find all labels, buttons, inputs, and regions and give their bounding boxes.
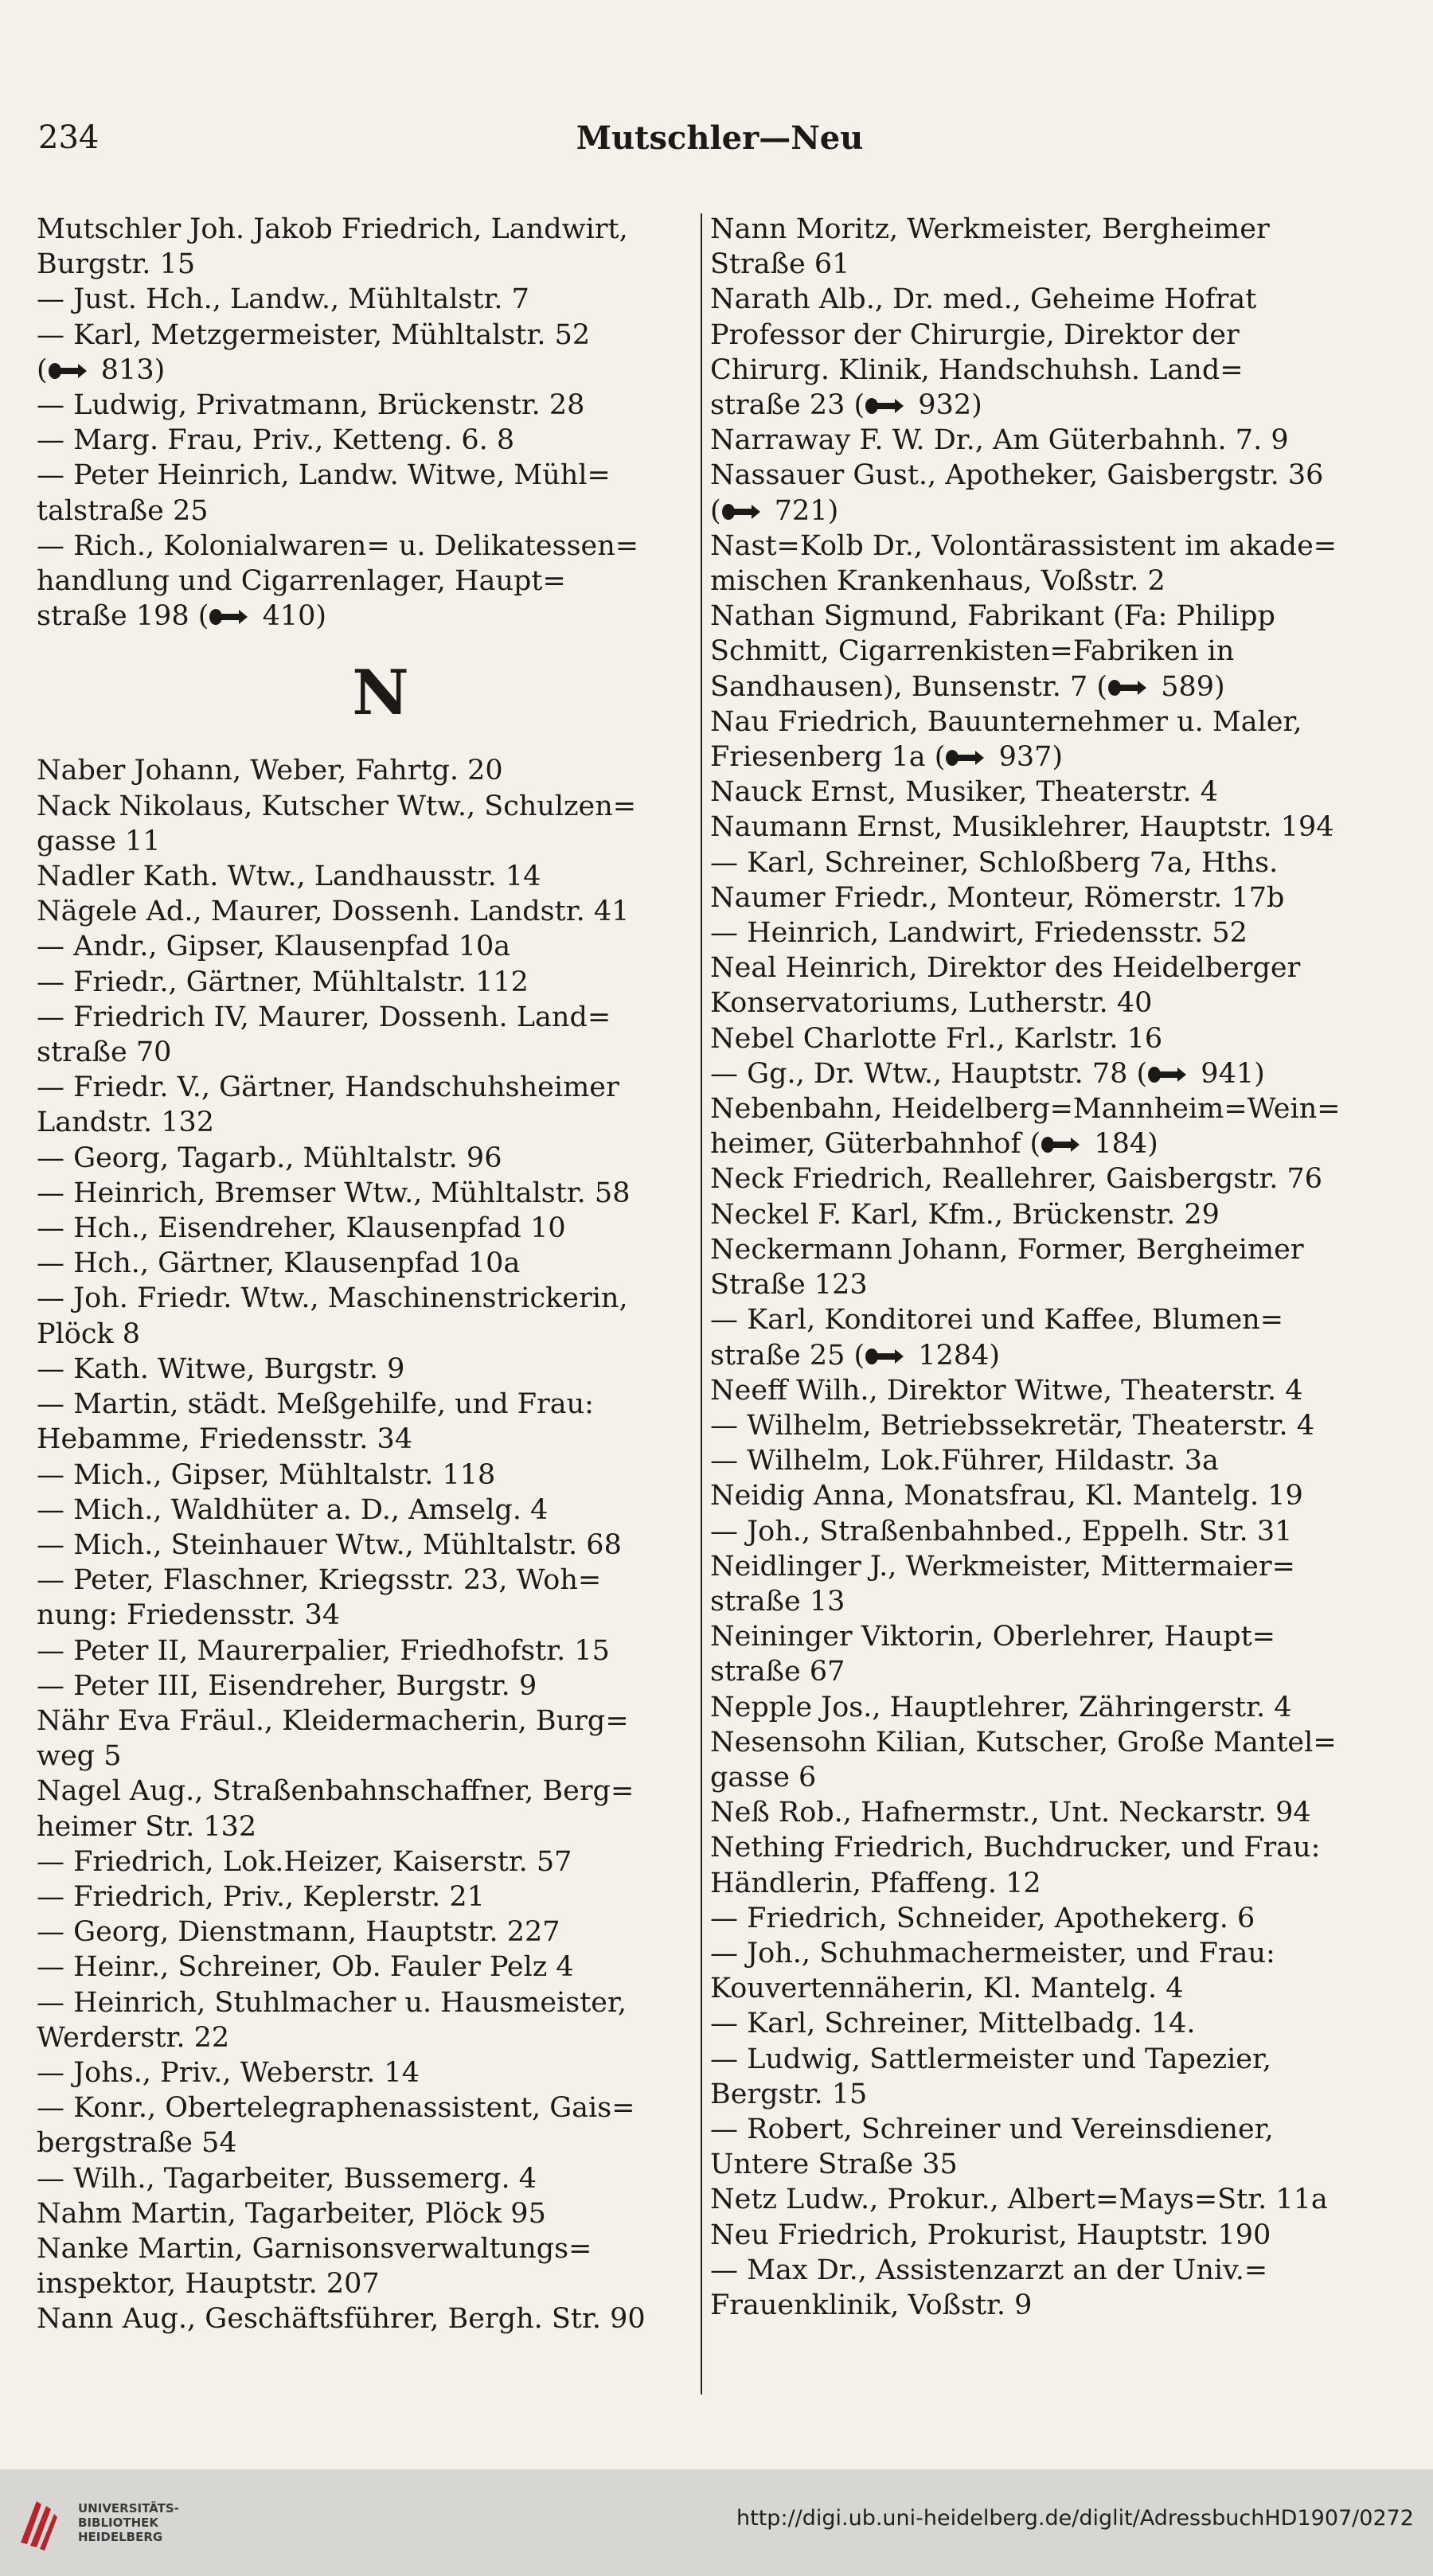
directory-entry (710, 529, 1363, 599)
entry-line: handlung und Cigarrenlager, Haupt= (37, 565, 566, 598)
entry-line: Nadler Kath. Wtw., Landhausstr. 14 (37, 861, 541, 893)
entry-line: — Just. Hch., Landw., Mühltalstr. 7 (37, 283, 529, 316)
directory-entry (37, 529, 693, 634)
entry-line: Neeff Wilh., Direktor Witwe, Theaterstr. 4 (710, 1374, 1303, 1407)
entry-line: Straße 61 (710, 248, 850, 281)
footer-bar (0, 2469, 1433, 2576)
entry-line: — Konr., Obertelegraphenassistent, Gais= (37, 2092, 635, 2125)
directory-entry (710, 1443, 1363, 1478)
entry-line: — Mich., Gipser, Mühltalstr. 118 (37, 1458, 496, 1491)
entry-line: Kouvertennäherin, Kl. Mantelg. 4 (710, 1973, 1184, 2005)
entry-line: — Martin, städt. Meßgehilfe, und Frau: (37, 1388, 594, 1421)
directory-entry (710, 1830, 1363, 1900)
entry-line: Nebenbahn, Heidelberg=Mannheim=Wein= (710, 1093, 1341, 1126)
entry-line: Narraway F. W. Dr., Am Güterbahnh. 7. 9 (710, 424, 1289, 457)
entry-line: Neal Heinrich, Direktor des Heidelberger (710, 952, 1301, 985)
entry-line: — Georg, Dienstmann, Hauptstr. 227 (37, 1916, 560, 1949)
entry-line: Konservatoriums, Lutherstr. 40 (710, 987, 1153, 1020)
directory-entry (710, 1619, 1363, 1689)
entry-line: — Friedr., Gärtner, Mühltalstr. 112 (37, 966, 529, 998)
directory-entry (710, 1197, 1363, 1232)
directory-entry (37, 859, 693, 894)
entry-line: Mutschler Joh. Jakob Friedrich, Landwirt, (37, 213, 628, 245)
entry-line: Hebamme, Friedensstr. 34 (37, 1423, 413, 1456)
directory-entry (710, 1091, 1363, 1161)
directory-entry (37, 2196, 693, 2231)
entry-line: straße 67 (710, 1656, 845, 1688)
entry-line: — Ludwig, Sattlermeister und Tapezier, (710, 2043, 1272, 2075)
entry-line: — Mich., Waldhüter a. D., Amselg. 4 (37, 1493, 549, 1526)
page-header (38, 119, 1401, 167)
entry-line: straße 70 (37, 1036, 172, 1069)
directory-entry (37, 1246, 693, 1281)
entry-line: — Karl, Schreiner, Mittelbadg. 14. (710, 2008, 1196, 2040)
directory-entry (37, 1669, 693, 1704)
directory-entry (710, 950, 1363, 1021)
entry-line: — Hch., Gärtner, Klausenpfad 10a (37, 1247, 521, 1280)
directory-entry (37, 1950, 693, 1985)
entry-line: — Peter III, Eisendreher, Burgstr. 9 (37, 1669, 537, 1702)
entry-line: Nepple Jos., Hauptlehrer, Zähringerstr. 4 (710, 1691, 1292, 1723)
directory-entry (37, 1844, 693, 1879)
entry-line: — Heinr., Schreiner, Ob. Fauler Pelz 4 (37, 1951, 574, 1984)
directory-entry (37, 1000, 693, 1070)
directory-entry (710, 212, 1363, 282)
entry-line: Nething Friedrich, Buchdrucker, und Frau: (710, 1832, 1321, 1864)
entry-line: bergstraße 54 (37, 2127, 237, 2160)
directory-entry (710, 704, 1363, 775)
library-logo[interactable] (16, 2487, 191, 2558)
entry-line: Nähr Eva Fräul., Kleidermacherin, Burg= (37, 1704, 629, 1737)
entry-line: gasse 6 (710, 1761, 817, 1793)
entry-line: — Wilhelm, Betriebssekretär, Theaterstr. 4 (710, 1409, 1315, 1442)
directory-entry (37, 753, 693, 788)
entry-line: Netz Ludw., Prokur., Albert=Mays=Str. 11a (710, 2184, 1328, 2216)
entry-line: Nahm Martin, Tagarbeiter, Plöck 95 (37, 2197, 546, 2230)
entry-line: Neß Rob., Hafnermstr., Unt. Neckarstr. 94 (710, 1797, 1311, 1829)
directory-entry (710, 1021, 1363, 1056)
entry-line: — Joh., Schuhmachermeister, und Frau: (710, 1937, 1275, 1969)
telephone-icon (48, 361, 88, 381)
directory-entry (37, 1493, 693, 1528)
entry-line: — Heinrich, Stuhlmacher u. Hausmeister, (37, 1986, 627, 2019)
entry-line: Narath Alb., Dr. med., Geheime Hofrat (710, 283, 1257, 316)
directory-entry (37, 1070, 693, 1140)
entry-line: Werderstr. 22 (37, 2021, 230, 2054)
entry-line: Nast=Kolb Dr., Volontärassistent im akade= (710, 529, 1337, 562)
directory-entry (37, 388, 693, 423)
entry-line: — Heinrich, Bremser Wtw., Mühltalstr. 58 (37, 1177, 631, 1209)
directory-entry (37, 789, 693, 859)
directory-entry (37, 1387, 693, 1457)
entry-line: gasse 11 (37, 825, 161, 857)
directory-entry (37, 458, 693, 528)
entry-line: Händlerin, Pfaffeng. 12 (710, 1867, 1041, 1899)
entry-line: Naumann Ernst, Musiklehrer, Hauptstr. 194 (710, 811, 1334, 844)
directory-entry (37, 929, 693, 964)
entry-line: — Kath. Witwe, Burgstr. 9 (37, 1352, 405, 1385)
entry-line: straße 198 ( 410) (37, 600, 327, 633)
entry-line: ( 721) (710, 494, 839, 527)
directory-entry (37, 1774, 693, 1844)
telephone-icon (1041, 1135, 1080, 1154)
entry-line: — Karl, Schreiner, Schloßberg 7a, Hths. (710, 846, 1279, 879)
entry-line: — Friedrich, Lok.Heizer, Kaiserstr. 57 (37, 1845, 572, 1878)
entry-line: Schmitt, Cigarrenkisten=Fabriken in (710, 635, 1235, 668)
directory-entry (37, 1141, 693, 1176)
entry-line: Nann Aug., Geschäftsführer, Bergh. Str. 90 (37, 2303, 646, 2336)
directory-entry (37, 2231, 693, 2301)
directory-entry (37, 2090, 693, 2160)
directory-entry (710, 1725, 1363, 1795)
telephone-icon (945, 748, 985, 767)
entry-line: Nack Nikolaus, Kutscher Wtw., Schulzen= (37, 790, 637, 822)
directory-entry (37, 1528, 693, 1563)
entry-line: Straße 123 (710, 1269, 868, 1302)
directory-entry (37, 1281, 693, 1351)
entry-line: — Johs., Priv., Weberstr. 14 (37, 2056, 420, 2089)
entry-line: Neck Friedrich, Reallehrer, Gaisbergstr. 76 (710, 1163, 1323, 1196)
entry-line: Neu Friedrich, Prokurist, Hauptstr. 190 (710, 2219, 1271, 2251)
right-column (710, 212, 1363, 2323)
directory-entry (37, 282, 693, 317)
entry-line: Neckermann Johann, Former, Bergheimer (710, 1233, 1304, 1266)
entry-line: Landstr. 132 (37, 1107, 215, 1139)
entry-line: Naber Johann, Weber, Fahrtg. 20 (37, 755, 503, 787)
telephone-icon (1147, 1065, 1187, 1084)
entry-line: — Joh. Friedr. Wtw., Maschinenstrickerin, (37, 1282, 628, 1315)
entry-line: — Karl, Konditorei und Kaffee, Blumen= (710, 1304, 1284, 1337)
entry-line: — Marg. Frau, Priv., Ketteng. 6. 8 (37, 424, 515, 457)
entry-line: nung: Friedensstr. 34 (37, 1599, 341, 1632)
entry-line: — Friedrich, Schneider, Apothekerg. 6 (710, 1902, 1255, 1934)
entry-line: Nanke Martin, Garnisonsverwaltungs= (37, 2232, 592, 2265)
directory-entry (37, 965, 693, 1000)
entry-line: straße 13 (710, 1585, 845, 1618)
entry-line: — Peter II, Maurerpalier, Friedhofstr. 15 (37, 1634, 610, 1667)
entry-line: — Georg, Tagarb., Mühltalstr. 96 (37, 1142, 502, 1174)
directory-entry (37, 1985, 693, 2055)
entry-line: Neininger Viktorin, Oberlehrer, Haupt= (710, 1621, 1275, 1653)
page-number: 234 (38, 119, 100, 156)
directory-entry (710, 2182, 1363, 2217)
directory-entry (710, 1161, 1363, 1196)
directory-entry (37, 2161, 693, 2196)
directory-entry (37, 894, 693, 929)
entry-line: Professor der Chirurgie, Direktor der (710, 318, 1240, 351)
entry-line: Friesenberg 1a ( 937) (710, 741, 1064, 774)
telephone-icon (1107, 678, 1147, 697)
source-url-link[interactable]: http://digi.ub.uni-heidelberg.de/diglit/AdressbuchHD1907/0272 (736, 2506, 1414, 2531)
entry-line: Nauck Ernst, Musiker, Theaterstr. 4 (710, 776, 1219, 809)
entry-line: — Gg., Dr. Wtw., Hauptstr. 78 ( 941) (710, 1057, 1265, 1090)
directory-entry (710, 1056, 1363, 1091)
entry-line: weg 5 (37, 1740, 122, 1773)
directory-entry (710, 423, 1363, 458)
library-logo-icon (16, 2487, 61, 2558)
directory-entry (710, 1901, 1363, 1936)
entry-line: Untere Straße 35 (710, 2149, 958, 2181)
directory-entry (710, 1478, 1363, 1513)
directory-entry (37, 1879, 693, 1914)
directory-entry (710, 599, 1363, 704)
entry-line: Neidlinger J., Werkmeister, Mittermaier= (710, 1550, 1295, 1583)
directory-entry (710, 282, 1363, 423)
entry-line: — Rich., Kolonialwaren= u. Delikatessen= (37, 529, 639, 562)
entry-line: straße 25 ( 1284) (710, 1339, 1001, 1372)
entry-line: straße 23 ( 932) (710, 389, 982, 422)
entry-line: Nägele Ad., Maurer, Dossenh. Landstr. 41 (37, 896, 630, 928)
entry-line: — Wilhelm, Lok.Führer, Hildastr. 3a (710, 1445, 1219, 1477)
telephone-icon (209, 607, 248, 626)
entry-line: ( 813) (37, 353, 166, 386)
directory-entry (37, 1352, 693, 1387)
entry-line: — Andr., Gipser, Klausenpfad 10a (37, 931, 511, 963)
entry-line: — Max Dr., Assistenzarzt an der Univ.= (710, 2254, 1268, 2286)
entry-line: mischen Krankenhaus, Voßstr. 2 (710, 565, 1166, 598)
entry-line: — Karl, Metzgermeister, Mühltalstr. 52 (37, 318, 591, 351)
directory-entry (37, 1211, 693, 1246)
directory-entry (37, 1704, 693, 1774)
entry-line: — Friedrich IV, Maurer, Dossenh. Land= (37, 1001, 611, 1033)
entry-line: Nesensohn Kilian, Kutscher, Große Mantel= (710, 1726, 1337, 1758)
entry-line: Frauenklinik, Voßstr. 9 (710, 2289, 1033, 2321)
directory-entry (710, 845, 1363, 880)
directory-entry (710, 915, 1363, 950)
entry-line: Neckel F. Karl, Kfm., Brückenstr. 29 (710, 1198, 1220, 1231)
directory-entry (37, 1633, 693, 1669)
telephone-icon (865, 1347, 904, 1366)
directory-entry (710, 1373, 1363, 1408)
entry-line: Chirurg. Klinik, Handschuhsh. Land= (710, 353, 1244, 386)
entry-line: — Mich., Steinhauer Wtw., Mühltalstr. 68 (37, 1528, 622, 1561)
directory-entry (37, 2301, 693, 2336)
library-logo-text: UNIVERSITÄTS- BIBLIOTHEK HEIDELBERG (78, 2501, 179, 2544)
directory-entry (710, 1549, 1363, 1619)
directory-entry (710, 880, 1363, 915)
section-letter-heading: N (352, 657, 409, 730)
running-head: Mutschler—Neu (576, 119, 864, 157)
directory-entry (710, 2112, 1363, 2182)
directory-entry (710, 458, 1363, 528)
entry-line: — Peter Heinrich, Landw. Witwe, Mühl= (37, 459, 611, 492)
directory-entry (37, 1563, 693, 1633)
entry-line: Nann Moritz, Werkmeister, Bergheimer (710, 213, 1270, 245)
directory-entry (710, 810, 1363, 845)
left-column (37, 212, 693, 2337)
telephone-icon (865, 396, 904, 416)
directory-entry (710, 2042, 1363, 2112)
entry-line: — Robert, Schreiner und Vereinsdiener, (710, 2113, 1274, 2145)
entry-line: Nagel Aug., Straßenbahnschaffner, Berg= (37, 1775, 635, 1808)
entry-line: — Wilh., Tagarbeiter, Bussemerg. 4 (37, 2162, 537, 2195)
entry-line: — Friedrich, Priv., Keplerstr. 21 (37, 1880, 485, 1913)
directory-entry (710, 1514, 1363, 1549)
entry-line: — Hch., Eisendreher, Klausenpfad 10 (37, 1212, 566, 1245)
entry-line: inspektor, Hauptstr. 207 (37, 2268, 380, 2301)
column-divider (701, 213, 702, 2395)
entry-line: Bergstr. 15 (710, 2078, 868, 2110)
entry-line: — Friedr. V., Gärtner, Handschuhsheimer (37, 1071, 619, 1104)
entry-line: — Peter, Flaschner, Kriegsstr. 23, Woh= (37, 1564, 602, 1597)
directory-entry (710, 2253, 1363, 2323)
entry-line: Nathan Sigmund, Fabrikant (Fa: Philipp (710, 600, 1275, 633)
directory-entry (37, 423, 693, 458)
directory-entry (710, 2006, 1363, 2041)
entry-line: Nebel Charlotte Frl., Karlstr. 16 (710, 1022, 1163, 1055)
entry-line: — Ludwig, Privatmann, Brückenstr. 28 (37, 389, 585, 422)
entry-line: Nau Friedrich, Bauunternehmer u. Maler, (710, 705, 1302, 738)
entry-line: — Heinrich, Landwirt, Friedensstr. 52 (710, 917, 1248, 950)
entry-line: talstraße 25 (37, 494, 209, 527)
entry-line: Burgstr. 15 (37, 248, 196, 281)
entry-line: heimer Str. 132 (37, 1810, 257, 1843)
entry-line: — Joh., Straßenbahnbed., Eppelh. Str. 31 (710, 1515, 1293, 1548)
directory-entry (37, 1458, 693, 1493)
directory-entry (37, 318, 693, 388)
directory-entry (37, 2055, 693, 2090)
entry-line: Sandhausen), Bunsenstr. 7 ( 589) (710, 670, 1225, 703)
directory-entry (710, 775, 1363, 810)
directory-entry (710, 1690, 1363, 1725)
entry-line: Neidig Anna, Monatsfrau, Kl. Mantelg. 19 (710, 1480, 1303, 1512)
entry-line: Nassauer Gust., Apotheker, Gaisbergstr. 36 (710, 459, 1324, 492)
directory-entry (710, 2218, 1363, 2253)
directory-entry (37, 1914, 693, 1950)
directory-entry (37, 1176, 693, 1211)
directory-entry (710, 1936, 1363, 2006)
entry-line: Plöck 8 (37, 1317, 141, 1350)
directory-entry (37, 212, 693, 282)
entry-line: Naumer Friedr., Monteur, Römerstr. 17b (710, 881, 1285, 914)
telephone-icon (721, 502, 761, 521)
directory-entry (710, 1408, 1363, 1443)
directory-entry (710, 1232, 1363, 1302)
entry-line: heimer, Güterbahnhof ( 184) (710, 1128, 1158, 1161)
directory-entry (710, 1795, 1363, 1830)
directory-entry (710, 1302, 1363, 1372)
